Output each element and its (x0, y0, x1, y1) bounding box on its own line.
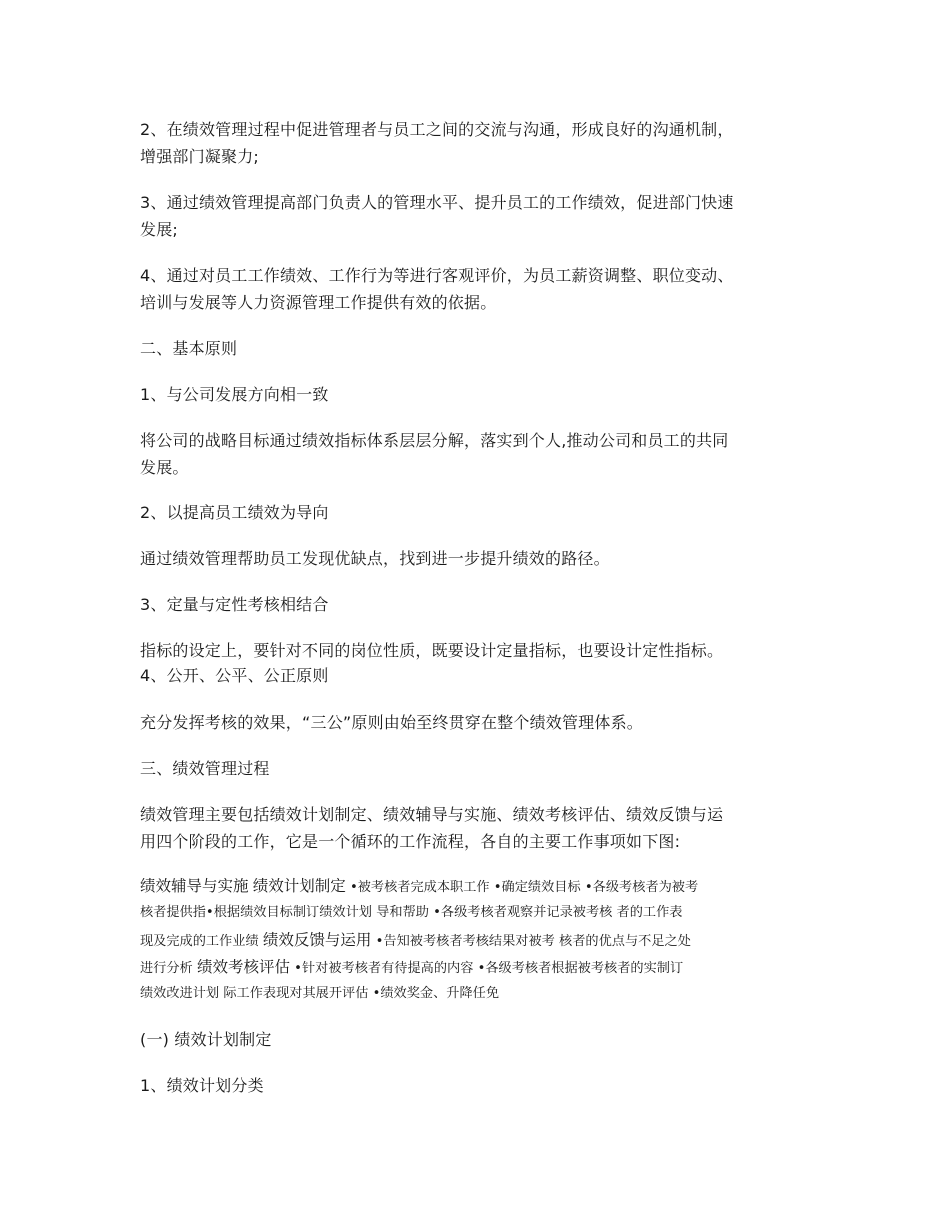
diagram-items: •告知被考核者考核结果对被考 核者的优点与不足之处 (375, 934, 691, 949)
diagram-items: 进行分析 (140, 961, 193, 976)
diagram-items: •被考核者完成本职工作 •确定绩效目标 •各级考核者为被考 (349, 880, 699, 895)
paragraph-line: 将公司的战略目标通过绩效指标体系层层分解，落实到个人,推动公司和员工的共同 (140, 431, 729, 450)
paragraph-line: 发展; (140, 220, 178, 239)
paragraph-line: 通过绩效管理帮助员工发现优缺点，找到进一步提升绩效的路径。 (140, 549, 610, 568)
paragraph-line: 充分发挥考核的效果，“三公”原则由始至终贯穿在整个绩效管理体系。 (140, 713, 643, 732)
diagram-text-line (140, 931, 691, 951)
diagram-text-line: 绩效改进计划 际工作表现对其展开评估 •绩效奖金、升降任免 (140, 986, 500, 1001)
diagram-text-line (140, 958, 683, 978)
paragraph-line: 绩效管理主要包括绩效计划制定、绩效辅导与实施、绩效考核评估、绩效反馈与运 (140, 805, 724, 824)
section-heading: 二、基本原则 (140, 339, 238, 358)
diagram-label: 绩效考核评估 (196, 958, 290, 976)
diagram-label: 绩效反馈与运用 (262, 931, 372, 949)
subsection-heading: 4、公开、公平、公正原则 (140, 666, 329, 685)
paragraph-line: 发展。 (140, 458, 189, 477)
subsection-heading: 1、绩效计划分类 (140, 1076, 264, 1095)
diagram-items: •针对被考核者有待提高的内容 •各级考核者根据被考核者的实制订 (294, 961, 684, 976)
paragraph-line: 培训与发展等人力资源管理工作提供有效的依据。 (140, 293, 497, 312)
section-heading: 三、绩效管理过程 (140, 759, 270, 778)
paragraph-line: 2、在绩效管理过程中促进管理者与员工之间的交流与沟通，形成良好的沟通机制， (140, 120, 734, 139)
paragraph-line: 指标的设定上，要针对不同的岗位性质，既要设计定量指标，也要设计定性指标。 (140, 641, 724, 660)
diagram-items: 现及完成的工作业绩 (140, 934, 259, 949)
diagram-label: 绩效计划制定 (252, 877, 346, 895)
subsection-heading: 2、以提高员工绩效为导向 (140, 503, 329, 522)
paragraph-line: 用四个阶段的工作，它是一个循环的工作流程，各自的主要工作事项如下图: (140, 832, 681, 851)
paragraph-line: 4、通过对员工工作绩效、工作行为等进行客观评价，为员工薪资调整、职位变动、 (140, 266, 734, 285)
subsection-heading: 1、与公司发展方向相一致 (140, 385, 329, 404)
paragraph-line: 增强部门凝聚力; (140, 147, 259, 166)
diagram-label: 绩效辅导与实施 (140, 877, 249, 895)
diagram-text-line (140, 877, 698, 897)
diagram-text-line: 核者提供指•根据绩效目标制订绩效计划 导和帮助 •各级考核者观察并记录被考核 者的工作表 (140, 905, 683, 920)
paragraph-line: 3、通过绩效管理提高部门负责人的管理水平、提升员工的工作绩效，促进部门快速 (140, 193, 734, 212)
subsection-heading: (一) 绩效计划制定 (140, 1030, 272, 1049)
subsection-heading: 3、定量与定性考核相结合 (140, 595, 329, 614)
